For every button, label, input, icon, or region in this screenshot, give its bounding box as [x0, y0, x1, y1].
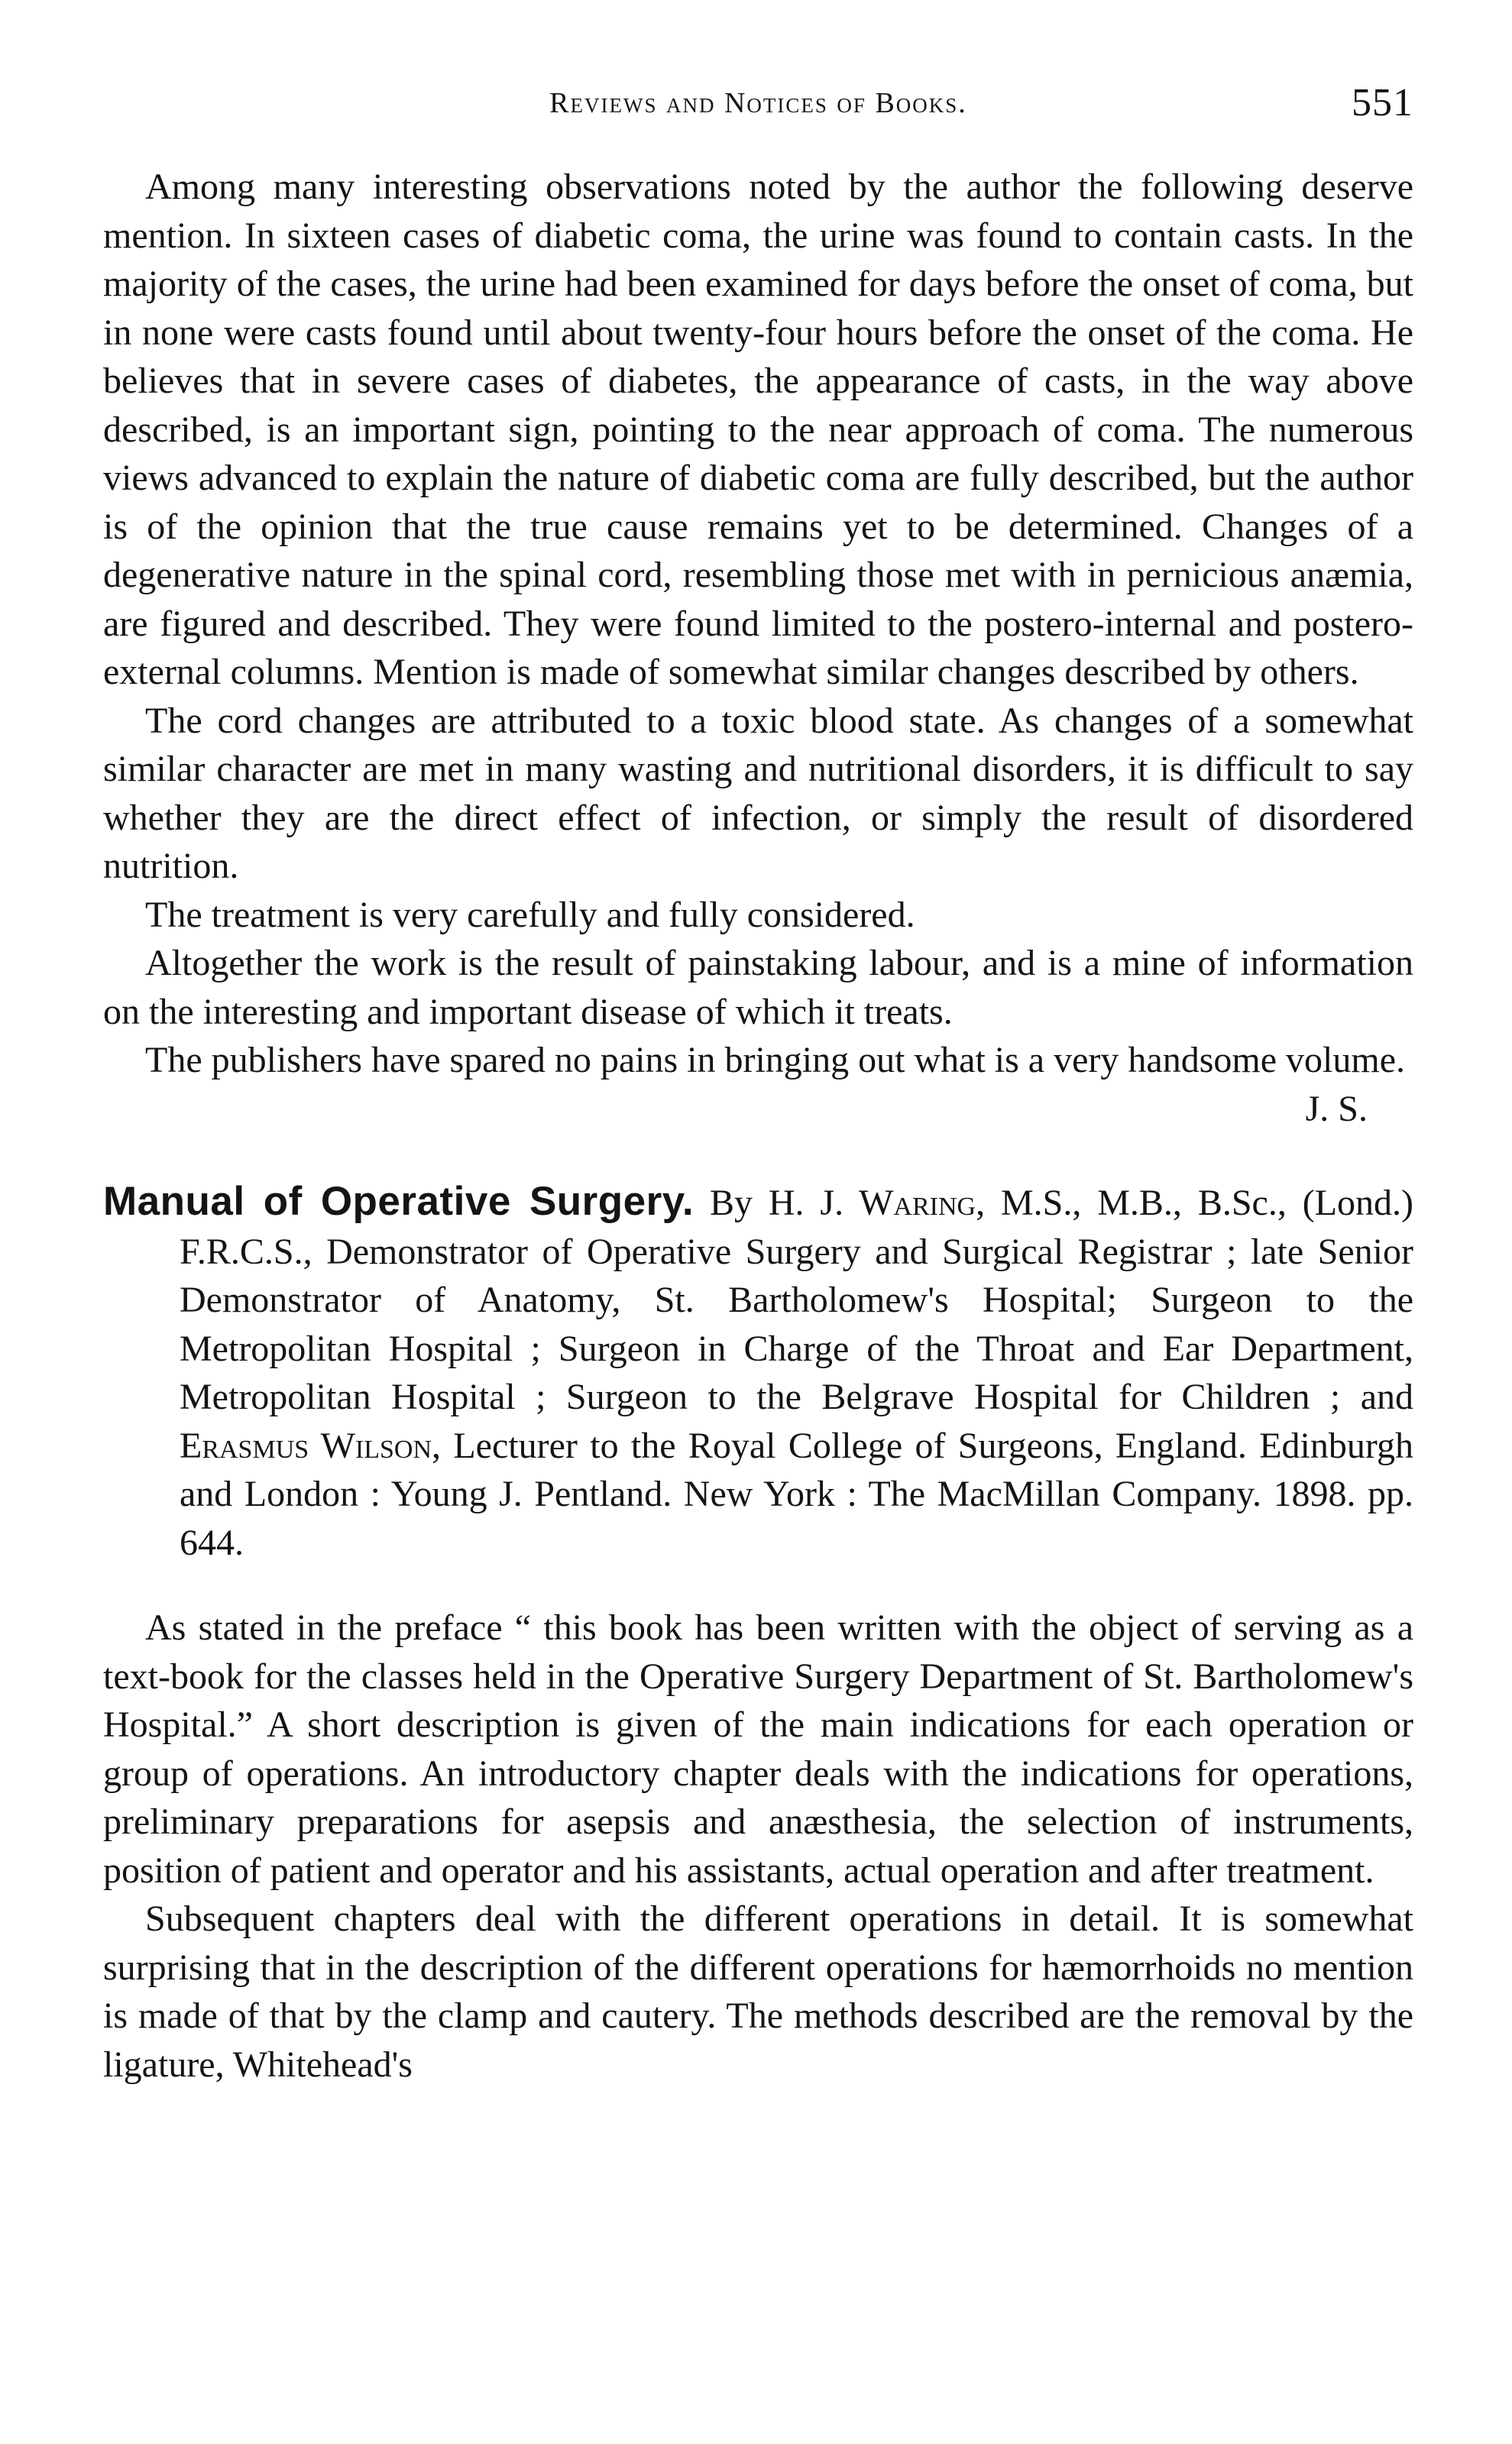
publication-details: Edinburgh and London : Young J. Pentland. New York : The MacMillan Company. 1898. pp. 644.: [180, 1425, 1414, 1563]
review-paragraph: Altogether the work is the result of painstaking labour, and is a mine of information on the interesting and important disease of which it treats.: [103, 943, 1413, 1032]
author-credentials: , M.S., M.B., B.Sc., (Lond.) F.R.C.S., Demonstrator of Operative Surgery and Surgical Registrar ; late Senior Demonstrator of Anatomy, St. Bartholomew's Hospital; Surgeon to the Metropolitan Hospital ; Surgeon in Charge of the Throat and Ear Department, Metropolitan Hospital ; Surgeon to the Belgrave Hospital for Children ; and: [180, 1183, 1414, 1417]
co-author-credentials: , Lecturer to the Royal College of Surgeons, England.: [432, 1425, 1247, 1466]
review-closing-paragraph: [103, 1036, 1413, 1085]
book-title: Manual of Operative Surgery.: [103, 1179, 694, 1224]
review-signoff: [103, 1085, 1413, 1134]
running-header: [103, 73, 1413, 134]
review-diabetes: [103, 163, 1413, 1133]
co-author-name: Erasmus Wilson: [180, 1425, 432, 1466]
book-citation: [103, 1177, 1413, 1567]
author-name: H. J. Waring: [768, 1183, 976, 1223]
review-paragraph: Among many interesting observations noted by the author the following deserve mention. In sixteen cases of diabetic coma, the urine was found to contain casts. In the majority of the cases, the urine had been examined for days before the onset of coma, but in none were casts found until about twenty-four hours before the onset of the coma. He believes that in severe cases of diabetes, the appearance of casts, in the way above described, is an important sign, pointing to the near approach of coma. The numerous views advanced to explain the nature of diabetic coma are fully described, but the author is of the opinion that the true cause remains yet to be determined. Changes of a degenerative nature in the spinal cord, resembling those met with in pernicious anæmia, are figured and described. They were found limited to the postero-internal and postero-external columns. Mention is made of somewhat similar changes described by others.: [103, 167, 1413, 692]
page-number: 551: [1352, 81, 1413, 125]
review-paragraph: The cord changes are attributed to a toxic blood state. As changes of a somewhat similar character are met in many wasting and nutritional disorders, it is difficult to say whether they are the direct effect of infection, or simply the result of disordered nutrition.: [103, 700, 1413, 886]
book-page: [103, 73, 1413, 2089]
reviewer-initials: J. S.: [1305, 1088, 1368, 1129]
review-closing-text: The publishers have spared no pains in bringing out what is a very handsome volume.: [145, 1040, 1405, 1080]
review-operative-surgery: [103, 1604, 1413, 2089]
review-paragraph: Subsequent chapters deal with the different operations in detail. It is somewhat surprising that in the description of the different operations for hæmorrhoids no mention is made of that by the clamp and cautery. The methods described are the removal by the ligature, Whitehead's: [103, 1899, 1413, 2085]
by-word: By: [709, 1183, 753, 1223]
review-paragraph: As stated in the preface “ this book has been written with the object of serving as a text-book for the classes held in the Operative Surgery Department of St. Bartholomew's Hospital.” A short description is given of the main indications for each operation or group of operations. An introductory chapter deals with the indications for operations, preliminary preparations for asepsis and anæsthesia, the selection of instruments, position of patient and operator and his assistants, actual operation and after treatment.: [103, 1607, 1413, 1891]
running-title: Reviews and Notices of Books.: [549, 87, 967, 119]
review-paragraph: The treatment is very carefully and fully considered.: [145, 894, 915, 935]
